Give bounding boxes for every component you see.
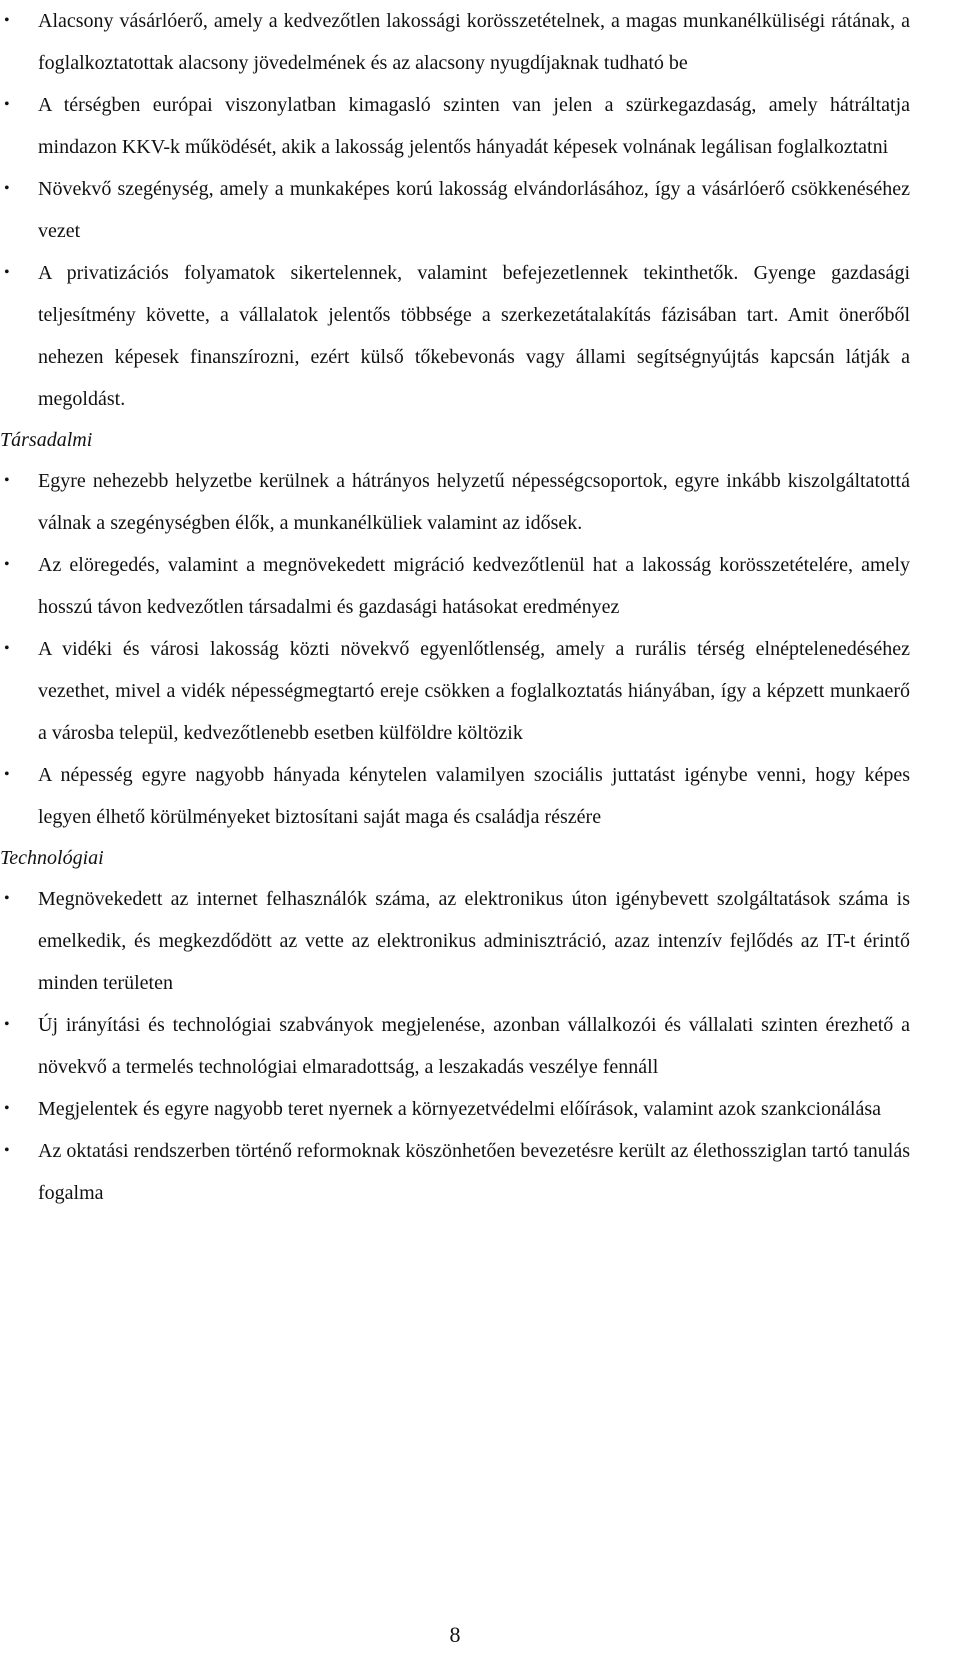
list-item bbox=[0, 84, 910, 168]
technological-bullet-list bbox=[0, 878, 910, 1214]
bullet-icon: • bbox=[4, 12, 10, 29]
bullet-icon: • bbox=[4, 1016, 10, 1033]
list-item-text: Egyre nehezebb helyzetbe kerülnek a hátrányos helyzetű népességcsoportok, egyre inkább kiszolgáltatottá válnak a szegénységben élők, a munkanélküliek valamint az idősek. bbox=[38, 470, 910, 534]
bullet-icon: • bbox=[4, 766, 10, 783]
bullet-icon: • bbox=[4, 472, 10, 489]
list-item-text: A népesség egyre nagyobb hányada kénytelen valamilyen szociális juttatást igénybe venni, hogy képes legyen élhető körülményeket biztosítani saját maga és családja részére bbox=[38, 764, 910, 828]
list-item-text: Alacsony vásárlóerő, amely a kedvezőtlen lakossági korösszetételnek, a magas munkanélküliségi rátának, a foglalkoztatottak alacsony jövedelmének és az alacsony nyugdíjaknak tudható be bbox=[38, 10, 910, 74]
bullet-icon: • bbox=[4, 890, 10, 907]
economic-bullet-list bbox=[0, 0, 910, 420]
section-heading-technological: Technológiai bbox=[0, 847, 104, 869]
list-item-text: Új irányítási és technológiai szabványok megjelenése, azonban vállalkozói és vállalati szinten érezhető a növekvő a termelés technológiai elmaradottság, a leszakadás veszélye fennáll bbox=[38, 1014, 910, 1078]
list-item bbox=[0, 168, 910, 252]
list-item-text: A vidéki és városi lakosság közti növekvő egyenlőtlenség, amely a rurális térség elnéptelenedéséhez vezethet, mivel a vidék népességmegtartó ereje csökken a foglalkoztatás hiányában, így a képzett munkaerő a városba települ, kedvezőtlenebb esetben külföldre költözik bbox=[38, 638, 910, 744]
list-item-text: Az elöregedés, valamint a megnövekedett migráció kedvezőtlenül hat a lakosság korösszetételére, amely hosszú távon kedvezőtlen társadalmi és gazdasági hatásokat eredményez bbox=[38, 554, 910, 618]
list-item-text: A privatizációs folyamatok sikertelennek, valamint befejezetlennek tekinthetők. Gyenge gazdasági teljesítmény követte, a vállalatok jelentős többsége a szerkezetátalakítás fázisában tart. Amit önerőből nehezen képesek finanszírozni, ezért külső tőkebevonás vagy állami segítségnyújtás kapcsán látják a megoldást. bbox=[38, 262, 910, 410]
list-item-text: Az oktatási rendszerben történő reformoknak köszönhetően bevezetésre került az élethossziglan tartó tanulás fogalma bbox=[38, 1140, 910, 1204]
list-item bbox=[0, 252, 910, 420]
list-item bbox=[0, 754, 910, 838]
list-item bbox=[0, 544, 910, 628]
list-item-text: A térségben európai viszonylatban kimagasló szinten van jelen a szürkegazdaság, amely hátráltatja mindazon KKV-k működését, akik a lakosság jelentős hányadát képesek volnának legálisan foglalkoztatni bbox=[38, 94, 910, 158]
list-item bbox=[0, 1130, 910, 1214]
list-item-text: Megjelentek és egyre nagyobb teret nyernek a környezetvédelmi előírások, valamint azok szankcionálása bbox=[38, 1098, 881, 1120]
list-item-text: Megnövekedett az internet felhasználók száma, az elektronikus úton igénybevett szolgáltatások száma is emelkedik, és megkezdődött az vette az elektronikus adminisztráció, azaz intenzív fejlődés az IT-t érintő minden területen bbox=[38, 888, 910, 994]
list-item bbox=[0, 1004, 910, 1088]
bullet-icon: • bbox=[4, 180, 10, 197]
social-bullet-list bbox=[0, 460, 910, 838]
list-item bbox=[0, 628, 910, 754]
bullet-icon: • bbox=[4, 96, 10, 113]
list-item bbox=[0, 1088, 910, 1130]
bullet-icon: • bbox=[4, 1142, 10, 1159]
bullet-icon: • bbox=[4, 640, 10, 657]
list-item bbox=[0, 878, 910, 1004]
list-item bbox=[0, 0, 910, 84]
bullet-icon: • bbox=[4, 264, 10, 281]
bullet-icon: • bbox=[4, 556, 10, 573]
section-heading-social: Társadalmi bbox=[0, 429, 93, 451]
page-number: 8 bbox=[449, 1622, 461, 1647]
list-item-text: Növekvő szegénység, amely a munkaképes korú lakosság elvándorlásához, így a vásárlóerő csökkenéséhez vezet bbox=[38, 178, 910, 242]
list-item bbox=[0, 460, 910, 544]
bullet-icon: • bbox=[4, 1100, 10, 1117]
